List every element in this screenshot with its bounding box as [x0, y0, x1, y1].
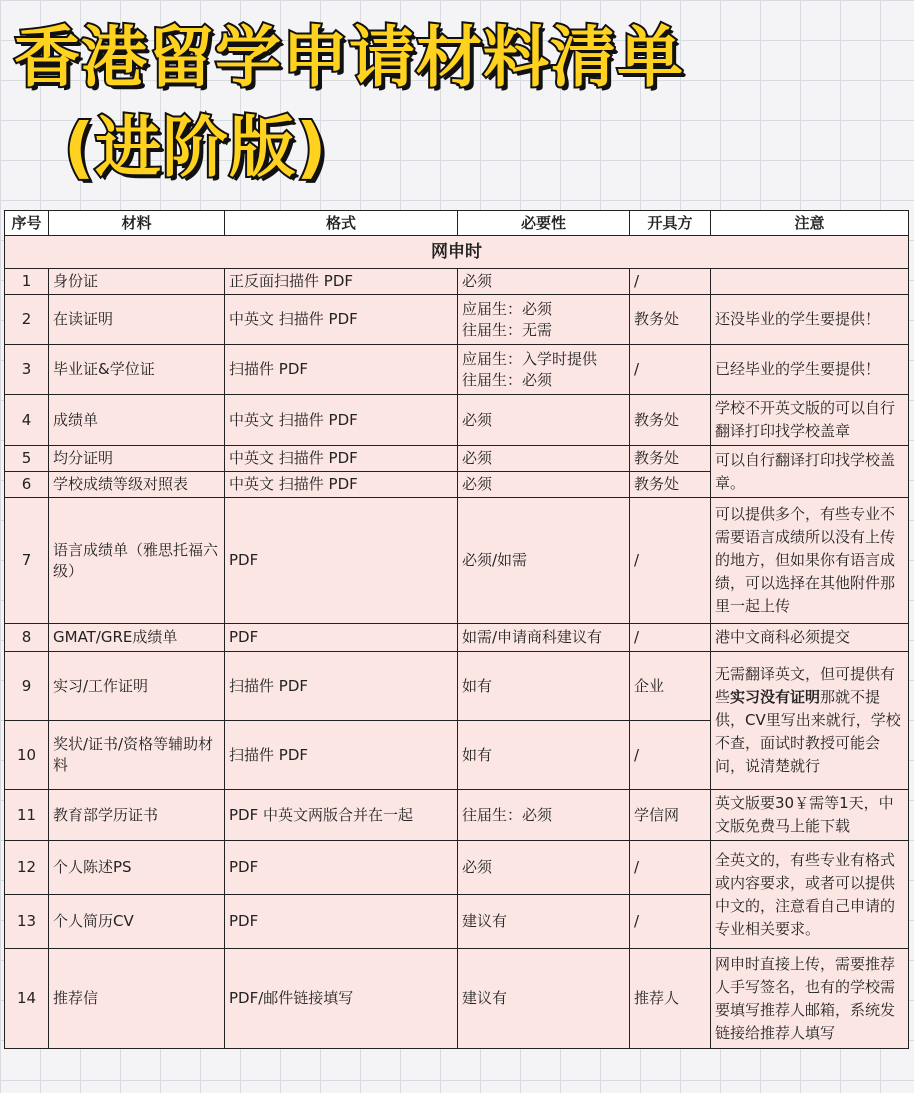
material-cell: 身份证 — [49, 269, 225, 295]
table-row — [5, 652, 909, 721]
note-cell: 港中文商科必须提交 — [711, 624, 909, 652]
row-number: 6 — [5, 472, 49, 498]
row-number: 11 — [5, 790, 49, 841]
column-header: 序号 — [5, 211, 49, 236]
necessity-cell: 必须 — [458, 472, 630, 498]
necessity-cell — [458, 345, 630, 395]
table-row — [5, 345, 909, 395]
necessity-line: 应届生：入学时提供 — [462, 349, 598, 368]
column-header: 格式 — [225, 211, 458, 236]
necessity-cell: 必须 — [458, 841, 630, 895]
necessity-cell: 必须/如需 — [458, 498, 630, 624]
issuer-cell: 推荐人 — [630, 949, 711, 1049]
issuer-cell: 教务处 — [630, 446, 711, 472]
row-number: 1 — [5, 269, 49, 295]
note-cell: 可以提供多个，有些专业不需要语言成绩所以没有上传的地方，但如果你有语言成绩，可以选择在其他附件那里一起上传 — [711, 498, 909, 624]
page-subtitle: (进阶版) — [64, 109, 328, 186]
material-cell: 实习/工作证明 — [49, 652, 225, 721]
necessity-cell: 必须 — [458, 269, 630, 295]
format-cell: 中英文 扫描件 PDF — [225, 295, 458, 345]
issuer-cell: / — [630, 841, 711, 895]
issuer-cell: / — [630, 895, 711, 949]
issuer-cell: / — [630, 721, 711, 790]
material-cell: 个人简历CV — [49, 895, 225, 949]
table-row — [5, 498, 909, 624]
row-number: 5 — [5, 446, 49, 472]
material-cell: 成绩单 — [49, 395, 225, 446]
format-cell: 中英文 扫描件 PDF — [225, 395, 458, 446]
necessity-cell: 如有 — [458, 652, 630, 721]
row-number: 4 — [5, 395, 49, 446]
table-row — [5, 949, 909, 1049]
table-row — [5, 624, 909, 652]
column-header: 必要性 — [458, 211, 630, 236]
necessity-cell: 必须 — [458, 395, 630, 446]
format-cell: PDF — [225, 895, 458, 949]
necessity-cell: 如有 — [458, 721, 630, 790]
format-cell: PDF 中英文两版合并在一起 — [225, 790, 458, 841]
column-header: 开具方 — [630, 211, 711, 236]
necessity-cell: 如需/申请商科建议有 — [458, 624, 630, 652]
issuer-cell: / — [630, 345, 711, 395]
note-emphasis: 实习没有证明 — [730, 688, 821, 706]
row-number: 13 — [5, 895, 49, 949]
note-cell: 还没毕业的学生要提供！ — [711, 295, 909, 345]
row-number: 12 — [5, 841, 49, 895]
necessity-line: 应届生：必须 — [462, 299, 553, 318]
table-header-row — [5, 211, 909, 236]
material-cell: 教育部学历证书 — [49, 790, 225, 841]
section-row — [5, 236, 909, 269]
material-cell: GMAT/GRE成绩单 — [49, 624, 225, 652]
format-cell: 扫描件 PDF — [225, 345, 458, 395]
format-cell: 正反面扫描件 PDF — [225, 269, 458, 295]
row-number: 14 — [5, 949, 49, 1049]
format-cell: PDF — [225, 498, 458, 624]
format-cell: 中英文 扫描件 PDF — [225, 446, 458, 472]
issuer-cell: 教务处 — [630, 472, 711, 498]
issuer-cell: 教务处 — [630, 295, 711, 345]
necessity-line: 往届生：必须 — [462, 370, 553, 389]
material-cell: 在读证明 — [49, 295, 225, 345]
note-text: 那就不提供，CV里写出来就行，学校不查，面试时教授可能会问，说清楚就行 — [715, 688, 901, 775]
issuer-cell: 学信网 — [630, 790, 711, 841]
note-cell — [711, 652, 909, 790]
table-row — [5, 269, 909, 295]
row-number: 9 — [5, 652, 49, 721]
table-row — [5, 790, 909, 841]
format-cell: PDF/邮件链接填写 — [225, 949, 458, 1049]
note-cell: 学校不开英文版的可以自行翻译打印找学校盖章 — [711, 395, 909, 446]
row-number: 8 — [5, 624, 49, 652]
material-cell: 均分证明 — [49, 446, 225, 472]
note-cell — [711, 269, 909, 295]
row-number: 10 — [5, 721, 49, 790]
table-row — [5, 841, 909, 895]
material-cell: 推荐信 — [49, 949, 225, 1049]
necessity-line: 往届生：无需 — [462, 320, 553, 339]
format-cell: 中英文 扫描件 PDF — [225, 472, 458, 498]
issuer-cell: 企业 — [630, 652, 711, 721]
column-header: 材料 — [49, 211, 225, 236]
format-cell: PDF — [225, 841, 458, 895]
note-cell: 已经毕业的学生要提供！ — [711, 345, 909, 395]
note-cell: 全英文的，有些专业有格式或内容要求，或者可以提供中文的，注意看自己申请的专业相关要求。 — [711, 841, 909, 949]
material-cell: 毕业证&学位证 — [49, 345, 225, 395]
necessity-cell: 必须 — [458, 446, 630, 472]
issuer-cell: / — [630, 498, 711, 624]
issuer-cell: / — [630, 624, 711, 652]
page-title: 香港留学申请材料清单 — [14, 19, 684, 96]
row-number: 7 — [5, 498, 49, 624]
material-cell: 个人陈述PS — [49, 841, 225, 895]
necessity-cell: 建议有 — [458, 949, 630, 1049]
note-text: 无需翻译英文，但可提供有些 — [715, 665, 896, 706]
format-cell: 扫描件 PDF — [225, 721, 458, 790]
column-header: 注意 — [711, 211, 909, 236]
issuer-cell: / — [630, 269, 711, 295]
material-cell: 学校成绩等级对照表 — [49, 472, 225, 498]
table-row — [5, 446, 909, 472]
row-number: 2 — [5, 295, 49, 345]
table-row — [5, 395, 909, 446]
note-cell: 网申时直接上传，需要推荐人手写签名，也有的学校需要填写推荐人邮箱，系统发链接给推荐人填写 — [711, 949, 909, 1049]
table-row — [5, 295, 909, 345]
section-title: 网申时 — [5, 236, 909, 269]
format-cell: PDF — [225, 624, 458, 652]
material-cell: 语言成绩单（雅思托福六级） — [49, 498, 225, 624]
note-cell: 可以自行翻译打印找学校盖章。 — [711, 446, 909, 498]
necessity-cell: 建议有 — [458, 895, 630, 949]
material-cell: 奖状/证书/资格等辅助材料 — [49, 721, 225, 790]
necessity-cell: 往届生：必须 — [458, 790, 630, 841]
materials-table — [4, 210, 909, 1049]
issuer-cell: 教务处 — [630, 395, 711, 446]
note-cell: 英文版要30￥需等1天，中文版免费马上能下载 — [711, 790, 909, 841]
row-number: 3 — [5, 345, 49, 395]
format-cell: 扫描件 PDF — [225, 652, 458, 721]
necessity-cell — [458, 295, 630, 345]
